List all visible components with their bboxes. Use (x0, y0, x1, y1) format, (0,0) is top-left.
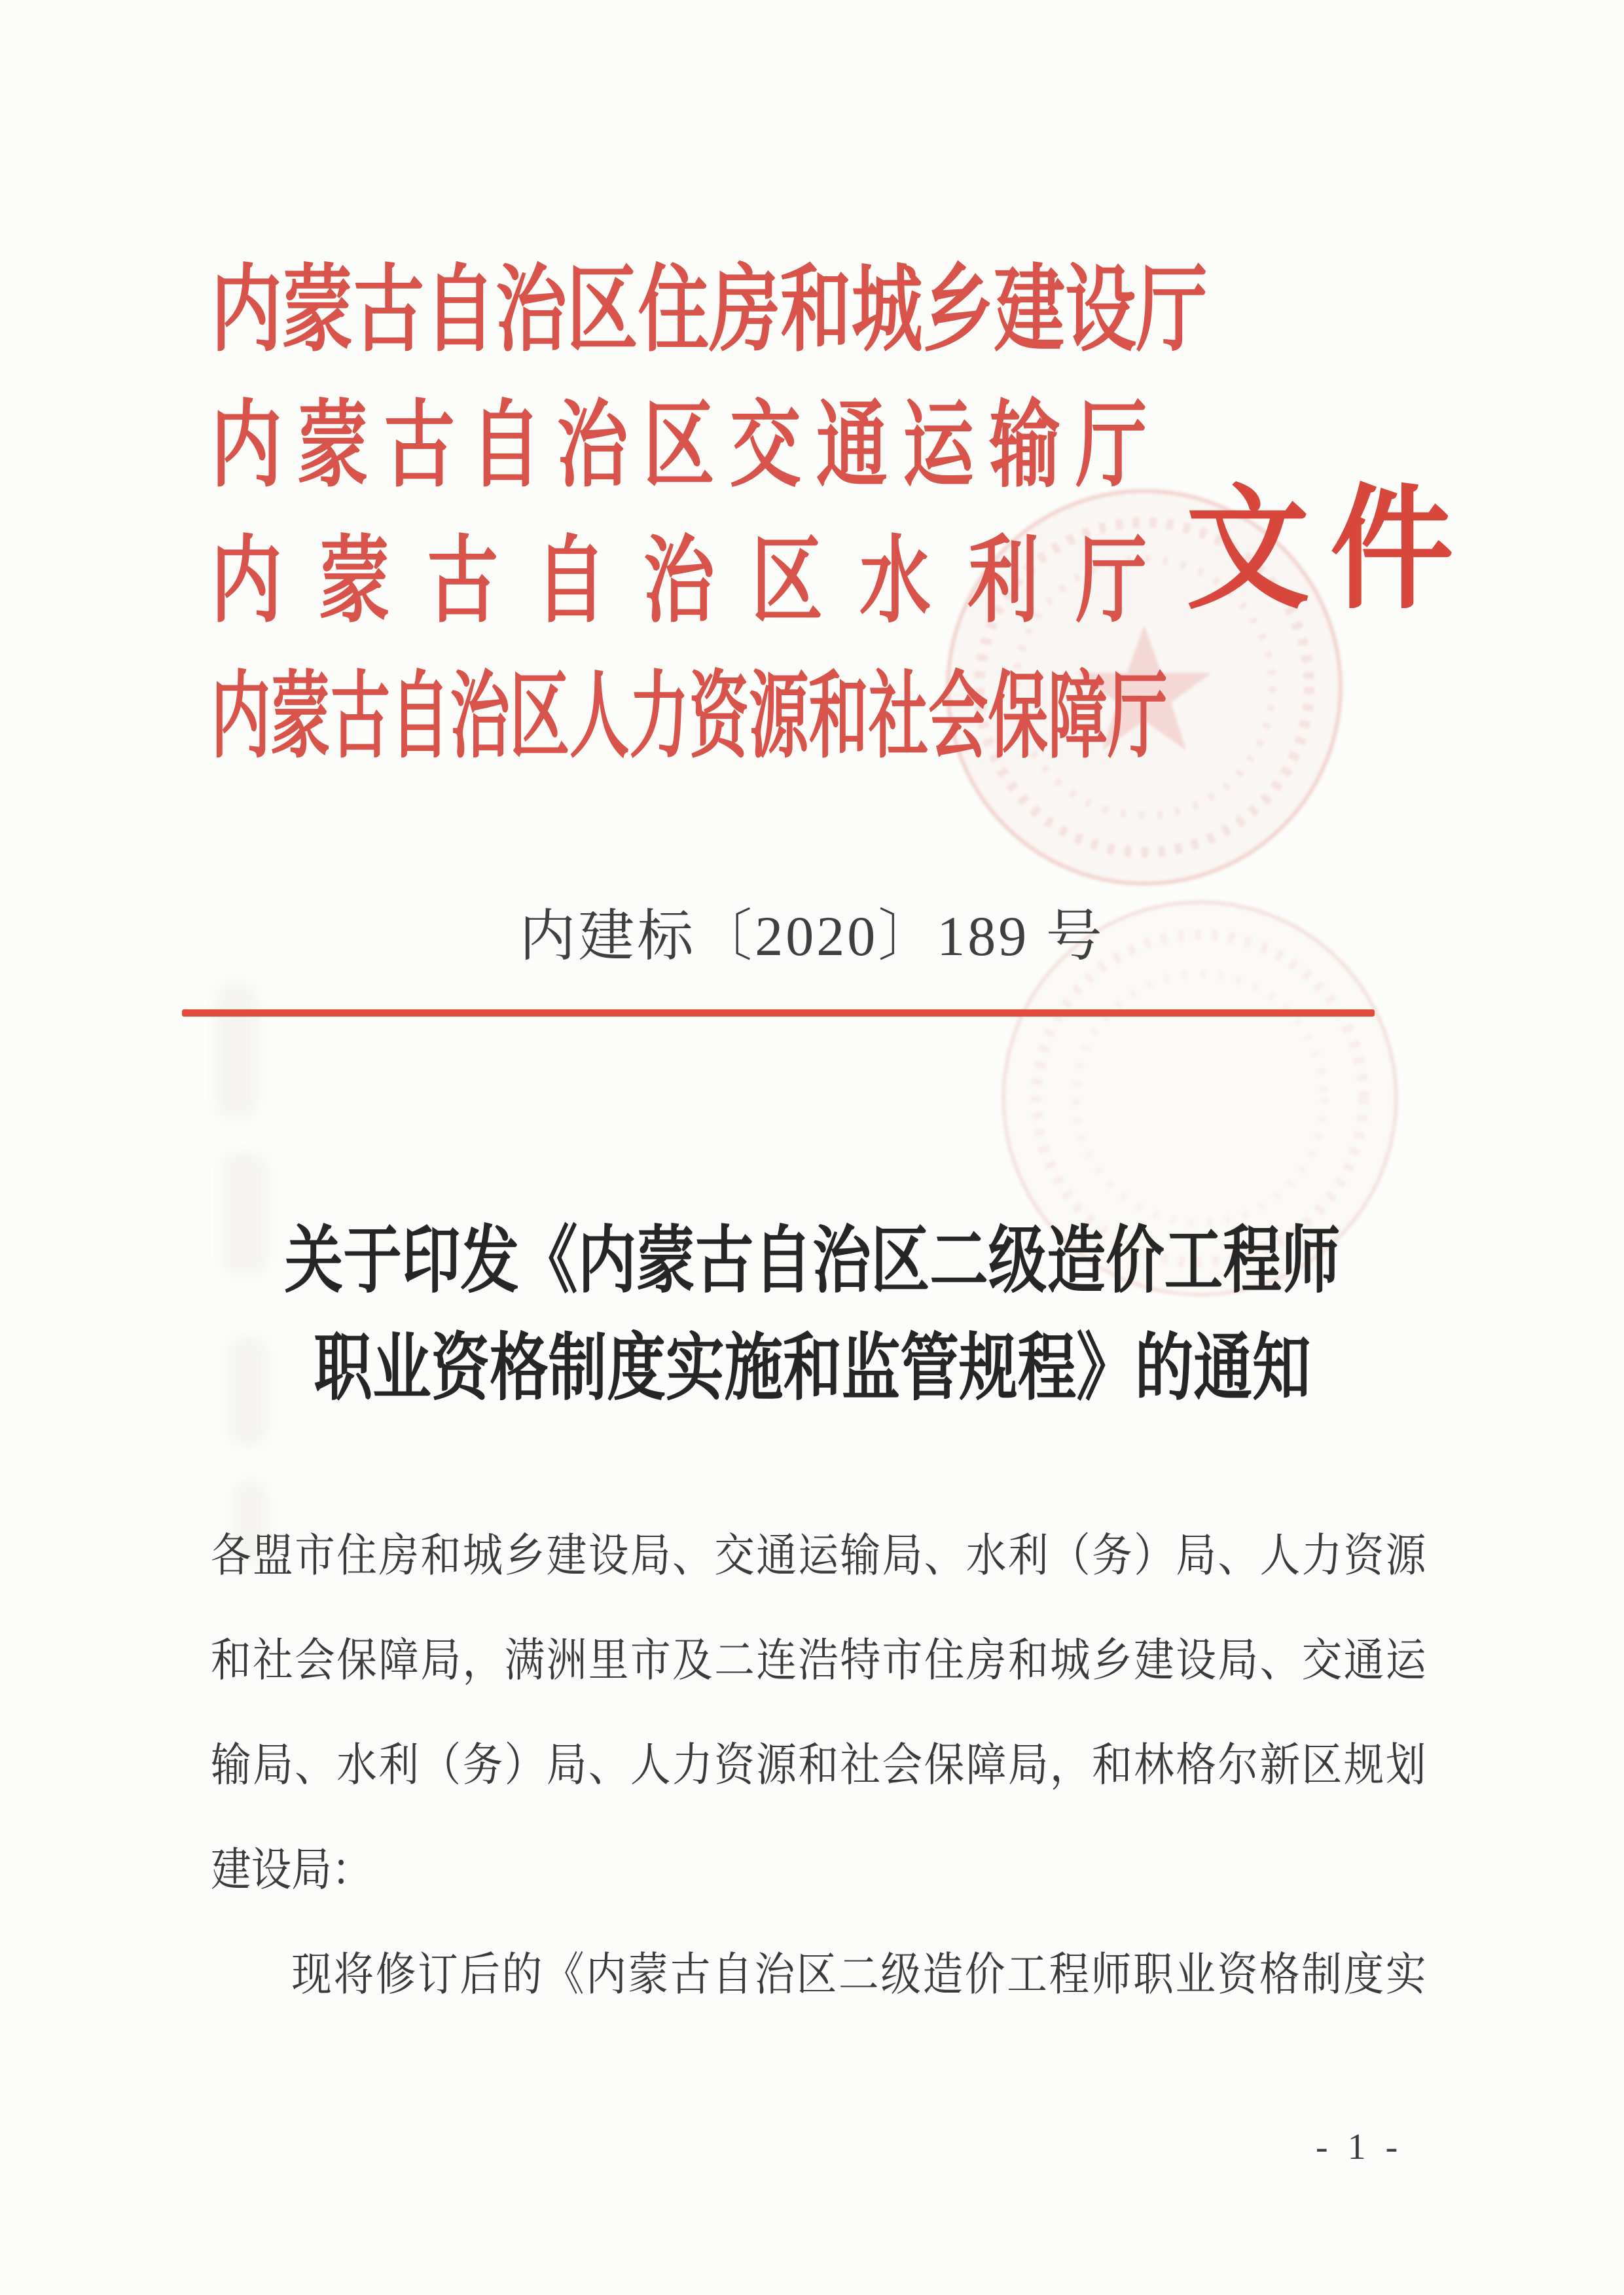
agency-line-transport: 内 蒙 古 自 治 区 交 通 运 输 厅 (211, 394, 1147, 499)
body-line-5: 现 将 修 订 后 的 《 内 蒙 古 自 治 区 二 级 造 价 工 程 师 职 业 资 格 制 度 实 (291, 1950, 1426, 2000)
title-line-2: 职业资格制度实施和监管规程》的通知 (313, 1328, 1311, 1409)
body-line-2: 和 社 会 保 障 局 ， 满 洲 里 市 及 二 连 浩 特 市 住 房 和 城 乡 建 设 局 、 交 通 运 (211, 1636, 1426, 1686)
notice-title (284, 1208, 1340, 1422)
agency-line-housing-construction: 内 蒙 古 自 治 区 住 房 和 城 乡 建 设 厅 (211, 259, 1208, 363)
bleed-through-artifact (221, 1152, 268, 1276)
agency-line-human-resources: 内 蒙 古 自 治 区 人 力 资 源 和 社 会 保 障 厅 (211, 665, 1168, 770)
body-paragraph (211, 1504, 1426, 2028)
body-line-3: 输 局 、 水 利 （ 务 ） 局 、 人 力 资 源 和 社 会 保 障 局 ， 和 林 格 尔 新 区 规 划 (211, 1741, 1426, 1791)
agency-line-water-resources: 内 蒙 古 自 治 区 水 利 厅 (211, 530, 1147, 634)
page-number: - 1 - (1316, 2127, 1403, 2167)
letterhead-agency-block (211, 244, 1208, 786)
document-type-label: 文件 (1186, 477, 1474, 625)
body-line-1: 各 盟 市 住 房 和 城 乡 建 设 局 、 交 通 运 输 局 、 水 利 （ 务 ） 局 、 人 力 资 源 (211, 1531, 1426, 1581)
title-line-1: 关于印发《内蒙古自治区二级造价工程师 (284, 1221, 1340, 1302)
document-number: 内建标〔2020〕189 号 (519, 905, 1105, 967)
bleed-through-artifact (228, 1335, 268, 1447)
body-line-4: 建设局： (211, 1845, 372, 1896)
bleed-through-artifact (215, 982, 258, 1119)
red-separator-rule (182, 1009, 1375, 1017)
